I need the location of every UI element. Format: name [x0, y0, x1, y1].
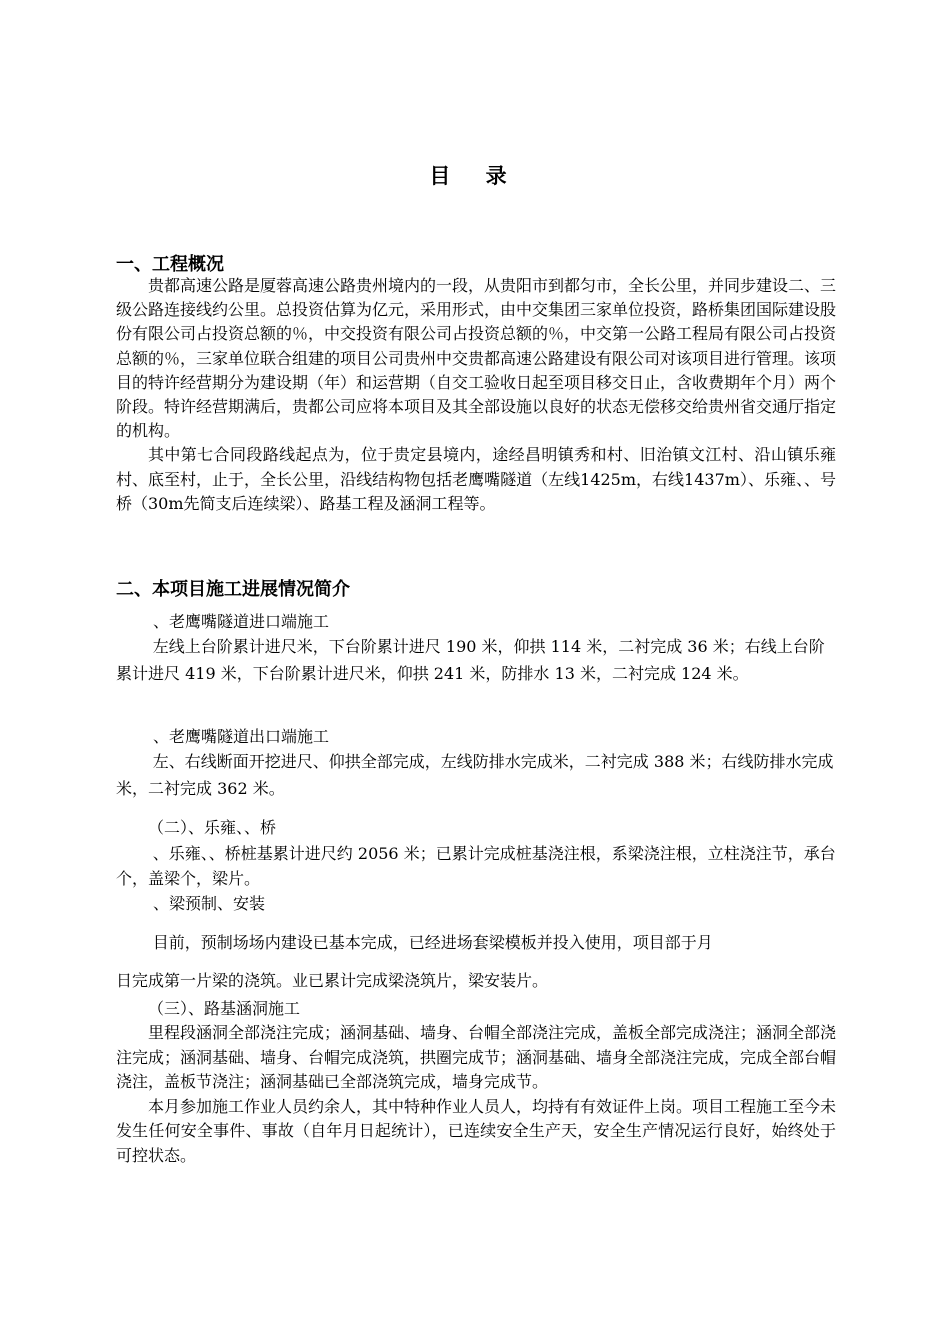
- tunnel-entrance-block: [116, 634, 836, 687]
- tunnel-entrance-title: 、老鹰嘴隧道进口端施工: [153, 612, 330, 631]
- beam-title: 、梁预制、安装: [153, 894, 266, 913]
- section-heading-overview: 一、工程概况: [116, 254, 224, 275]
- page-title: 目 录: [429, 163, 521, 188]
- roadbed-title: （三）、路基涵洞施工: [148, 999, 301, 1018]
- bridge-text: 、乐雍、、桥桩基累计进尺约 2056 米；已累计完成桩基浇注根，系梁浇注根，立柱浇注节，承台个，盖梁个，梁片。: [116, 844, 836, 888]
- staff-safety-text: 本月参加施工作业人员约余人，其中特种作业人员人，均持有有效证件上岗。项目工程施工至今未发生任何安全事件、事故（自年月日起统计），已连续安全生产天，安全生产情况运行良好，始终处于可控状态。: [116, 1096, 837, 1165]
- beam-text-2: 日完成第一片梁的浇筑。业已累计完成梁浇筑片，梁安装片。: [116, 971, 549, 990]
- roadbed-text: 里程段涵洞全部浇注完成；涵洞基础、墙身、台帽全部浇注完成，盖板全部完成浇注；涵洞全部浇注完成；涵洞基础、墙身、台帽完成浇筑，拱圈完成节；涵洞基础、墙身全部浇注完成，完成全部台帽浇注，盖板节浇注；涵洞基础已全部浇筑完成，墙身完成节。: [116, 1023, 837, 1091]
- beam-text-1: 目前，预制场场内建设已基本完成，已经进场套梁模板并投入使用，项目部于月: [152, 933, 713, 952]
- tunnel-exit-block: [116, 749, 836, 802]
- overview-paragraph-2: 其中第七合同段路线起点为，位于贵定县境内，途经昌明镇秀和村、旧治镇文江村、沿山镇乐雍村、底至村，止于，全长公里，沿线结构物包括老鹰嘴隧道（左线1425m，右线1437m）、乐雍、、号桥（30m先简支后连续梁）、路基工程及涵洞工程等。: [116, 445, 836, 513]
- tunnel-exit-title: 、老鹰嘴隧道出口端施工: [153, 727, 330, 746]
- section-heading-progress: 二、本项目施工进展情况简介: [116, 579, 350, 600]
- overview-block: [116, 274, 836, 516]
- beam-block-1: [116, 930, 836, 957]
- bridge-title: （二）、乐雍、、桥: [148, 818, 277, 837]
- tunnel-entrance-text: 左线上台阶累计进尺米，下台阶累计进尺 190 米，仰拱 114 米，二衬完成 36 米；右线上台阶累计进尺 419 米，下台阶累计进尺米，仰拱 241 米，防排水 13 米，二衬完成 124 米。: [116, 637, 825, 683]
- bridge-block: [116, 841, 836, 891]
- tunnel-exit-text: 左、右线断面开挖进尺、仰拱全部完成，左线防排水完成米，二衬完成 388 米；右线防排水完成米，二衬完成 362 米。: [116, 752, 834, 798]
- roadbed-block: [116, 1021, 836, 1168]
- overview-paragraph-1: 贵都高速公路是厦蓉高速公路贵州境内的一段，从贵阳市到都匀市，全长公里，并同步建设二、三级公路连接线约公里。总投资估算为亿元，采用形式，由中交集团三家单位投资，路桥集团国际建设股份有限公司占投资总额的％，中交投资有限公司占投资总额的％，中交第一公路工程局有限公司占投资总额的％，三家单位联合组建的项目公司贵州中交贵都高速公路建设有限公司对该项目进行管理。该项目的特许经营期分为建设期（年）和运营期（自交工验收日起至项目移交日止，含收费期年个月）两个阶段。特许经营期满后，贵都公司应将本项目及其全部设施以良好的状态无偿移交给贵州省交通厅指定的机构。: [116, 276, 837, 441]
- beam-block-2: [116, 968, 836, 995]
